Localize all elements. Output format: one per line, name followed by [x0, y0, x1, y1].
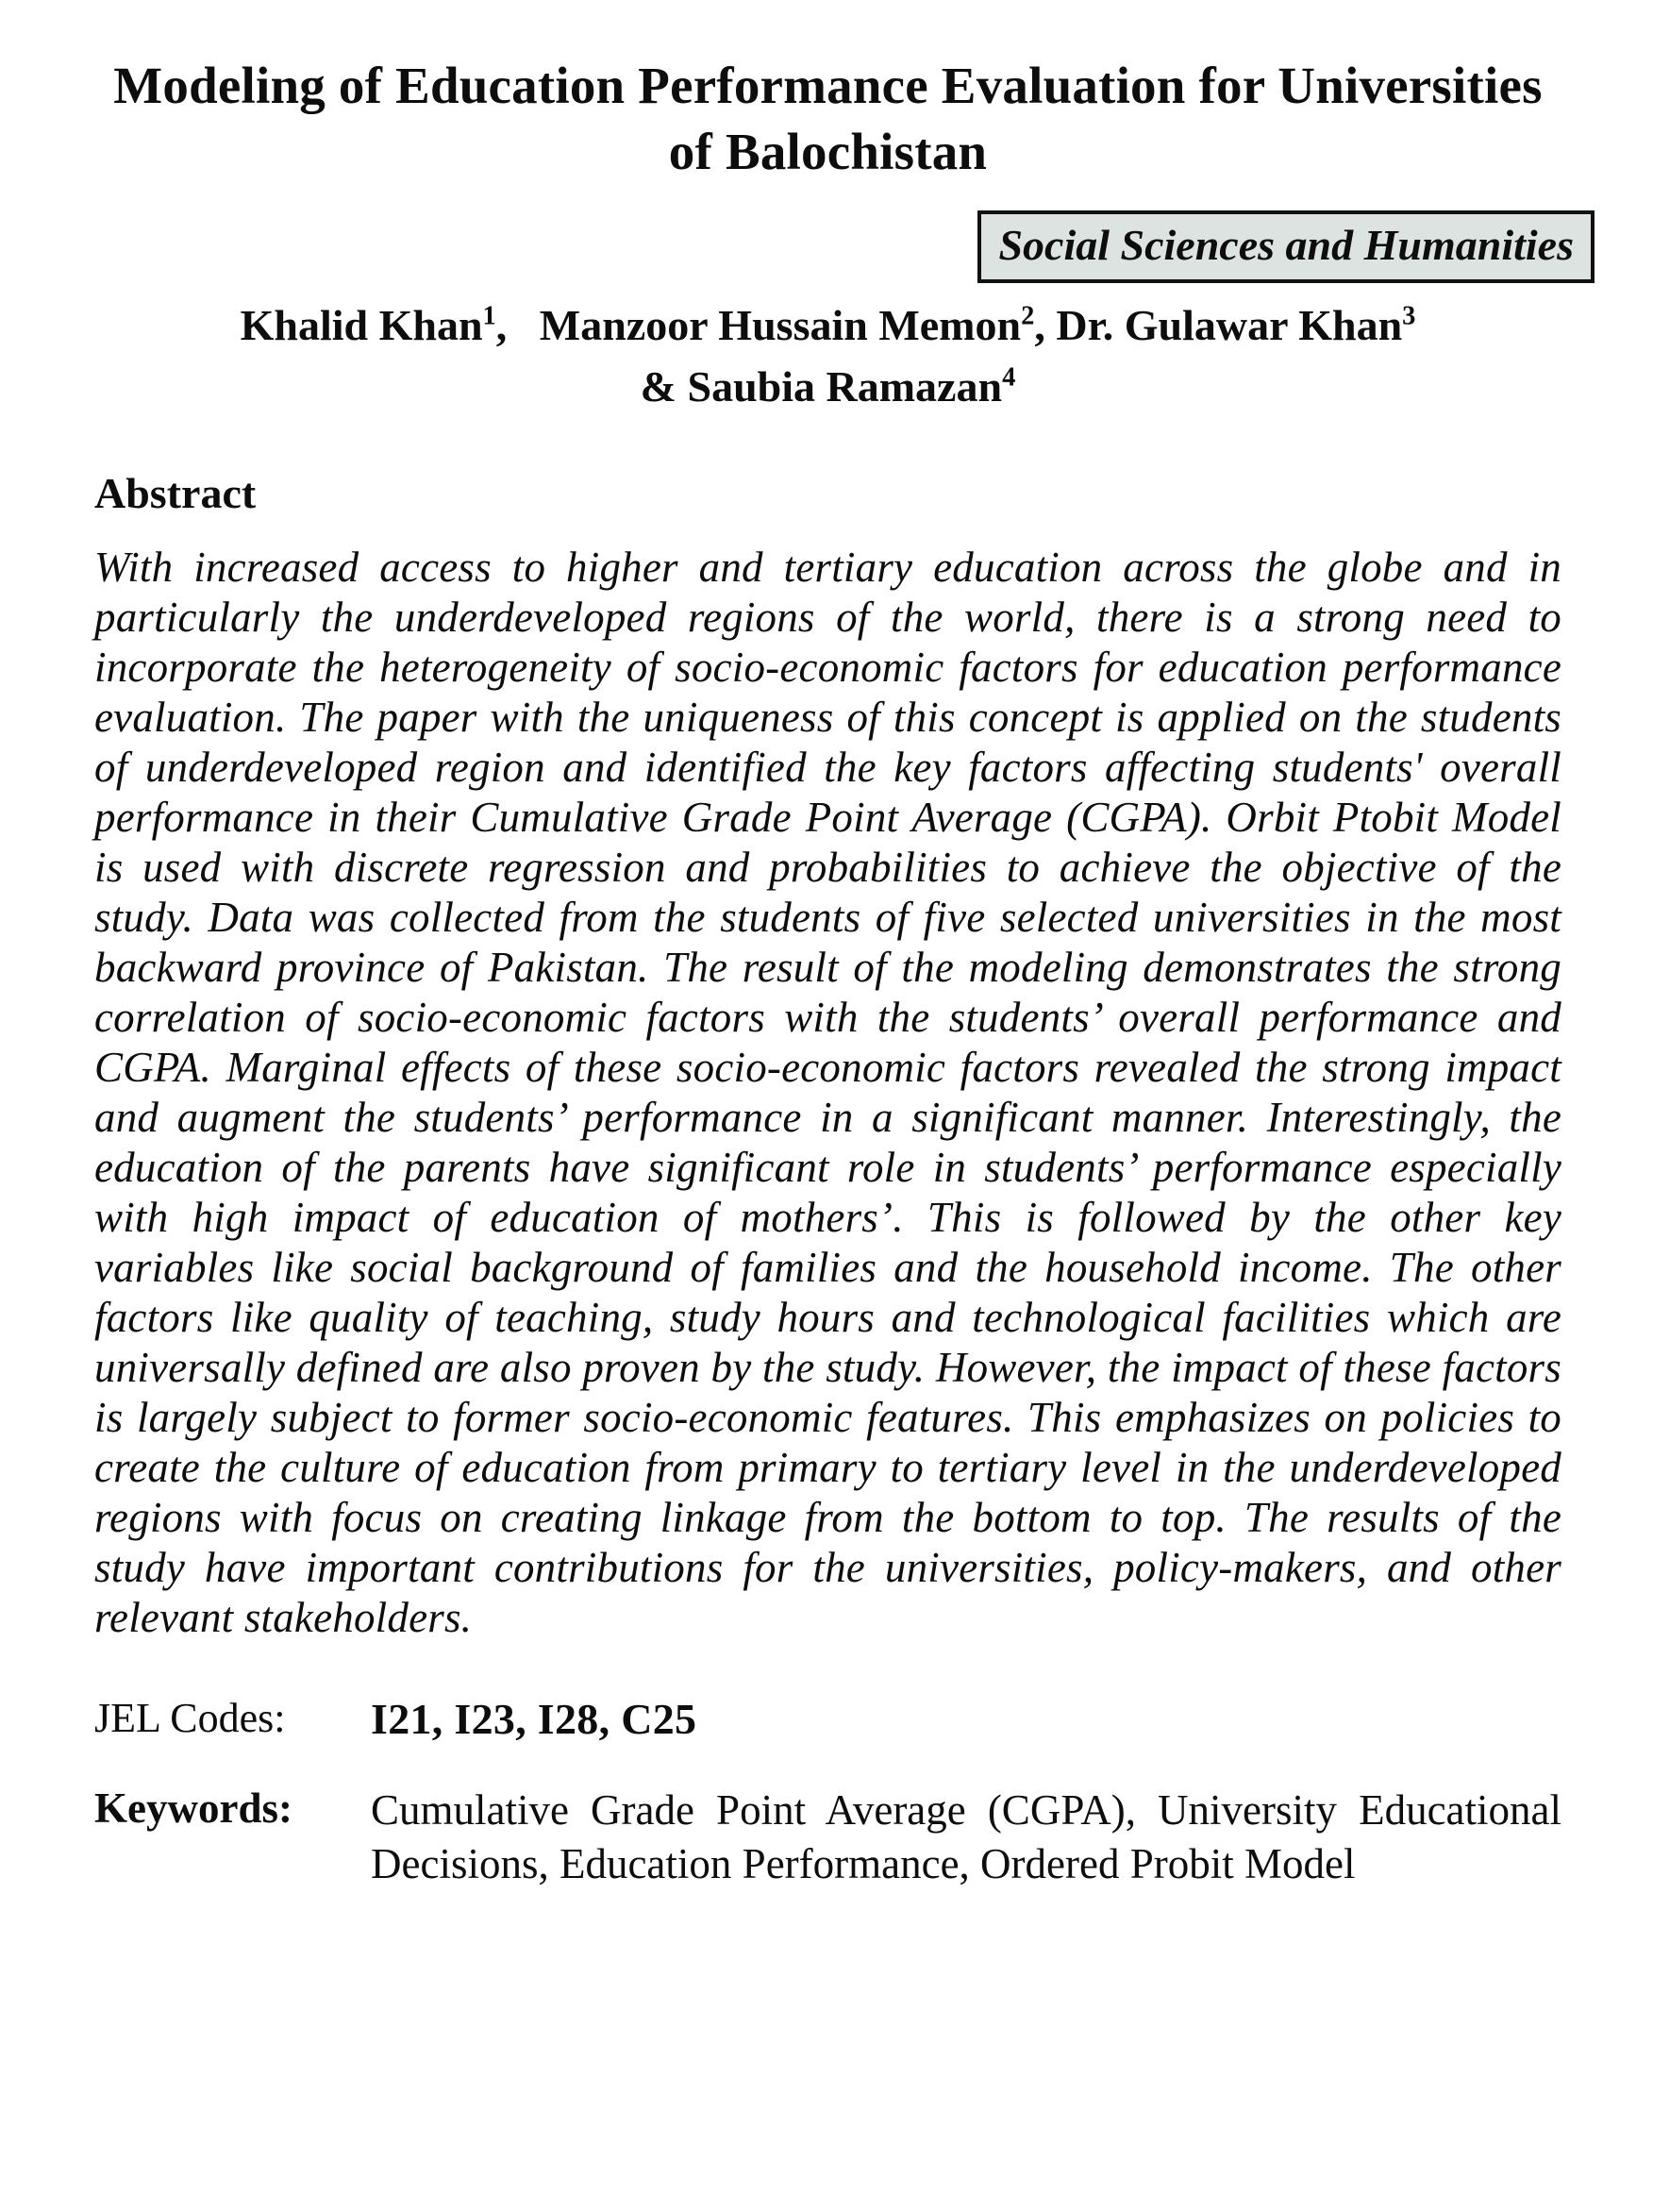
authors-block	[94, 294, 1561, 418]
keywords-row	[94, 1784, 1561, 1891]
keywords-label: Keywords:	[94, 1785, 292, 1833]
author-affiliation-ref: 4	[1002, 362, 1016, 393]
author-affiliation-ref: 3	[1402, 301, 1416, 331]
jel-codes-row	[94, 1694, 1561, 1744]
author-affiliation-ref: 1	[482, 301, 496, 331]
author-name: Dr. Gulawar Khan	[1056, 300, 1403, 349]
author-affiliation-ref: 2	[1021, 301, 1035, 331]
author-name: & Saubia Ramazan	[640, 362, 1003, 411]
abstract-text: With increased access to higher and tertiary education across the globe and in particularly the underdeveloped regions of the world, there is a strong need to incorporate the heterogeneity of socio-economic factors for education performance evaluation. The paper with the uniqueness of this concept is applied on the students of underdeveloped region and identified the key factors affecting students' overall performance in their Cumulative Grade Point Average (CGPA). Orbit Ptobit Model is used with discrete regression and probabilities to achieve the objective of the study. Data was collected from the students of five selected universities in the most backward province of Pakistan. The result of the modeling demonstrates the strong correlation of socio-economic factors with the students’ overall performance and CGPA. Marginal effects of these socio-economic factors revealed the strong impact and augment the students’ performance in a significant manner. Interestingly, the education of the parents have significant role in students’ performance especially with high impact of education of mothers’. This is followed by the other key variables like social background of families and the household income. The other factors like quality of teaching, study hours and technological facilities which are universally defined are also proven by the study. However, the impact of these factors is largely subject to former socio-economic features. This emphasizes on policies to create the culture of education from primary to tertiary level in the underdeveloped regions with focus on creating linkage from the bottom to top. The results of the study have important contributions for the universities, policy-makers, and other relevant stakeholders.	[94, 544, 1561, 1642]
author-name: Khalid Khan	[240, 300, 483, 349]
jel-codes-label: JEL Codes:	[94, 1695, 286, 1742]
keywords-value: Cumulative Grade Point Average (CGPA), University Educational Decisions, Education Performance, Ordered Probit Model	[371, 1786, 1561, 1888]
jel-codes-value: I21, I23, I28, C25	[371, 1695, 697, 1744]
abstract-heading: Abstract	[94, 469, 257, 518]
author-line-1: Khalid Khan$^1$, Manzoor Hussain Memon$^2$, Dr. Gulawar Khan$^3$	[240, 300, 1416, 349]
author-line-2	[94, 356, 1561, 417]
field-badge-label: Social Sciences and Humanities	[998, 220, 1574, 269]
field-badge-row	[94, 210, 1595, 283]
paper-title: Modeling of Education Performance Evaluation for Universities of Balochistan	[113, 57, 1543, 181]
author-name: Manzoor Hussain Memon	[539, 300, 1022, 349]
field-badge	[977, 210, 1595, 283]
